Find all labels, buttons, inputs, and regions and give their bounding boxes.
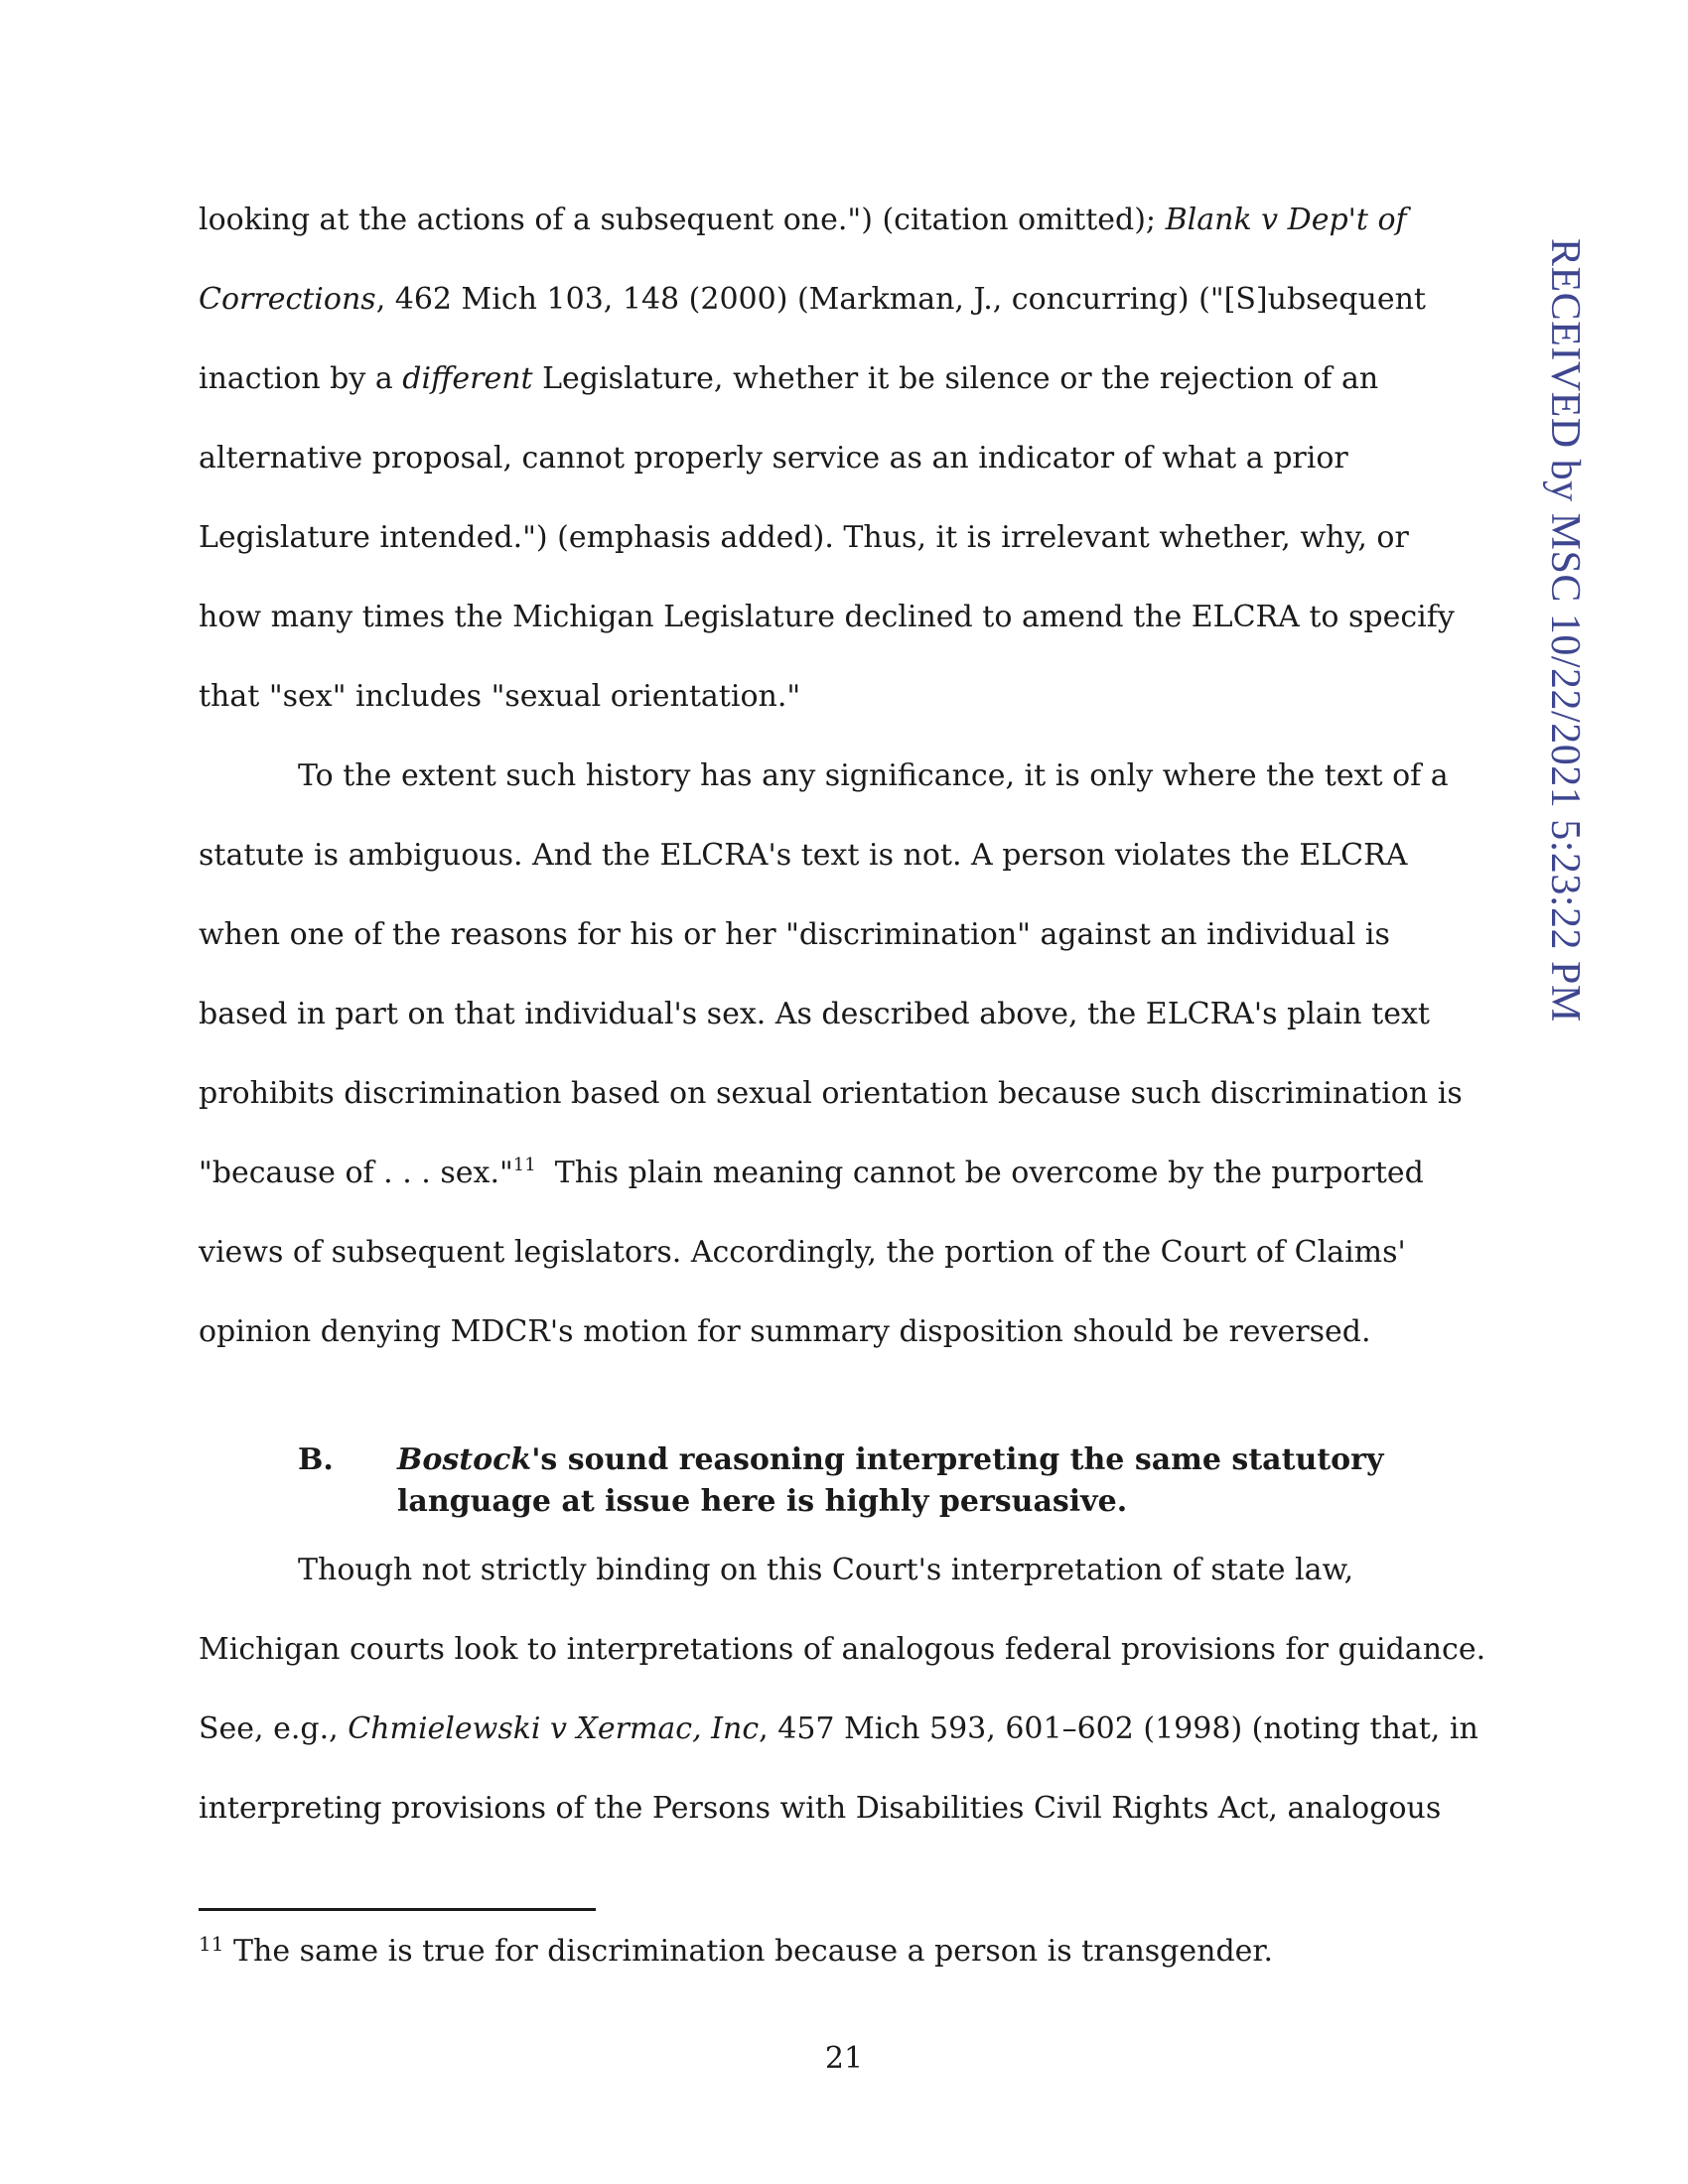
text-line: views of subsequent legislators. Accordingly, the portion of the Court of Claims' (199, 1235, 1406, 1270)
emphasis-word: different (402, 361, 533, 396)
heading-line: language at issue here is highly persuasive. (397, 1484, 1128, 1519)
text-line: based in part on that individual's sex. As described above, the ELCRA's plain text (199, 997, 1430, 1031)
text-line: when one of the reasons for his or her "discrimination" against an individual is (199, 917, 1390, 952)
footnote-number: 11 (199, 1932, 224, 1956)
paragraph-federal-guidance (199, 1531, 1489, 1848)
text-line: statute is ambiguous. And the ELCRA's text is not. A person violates the ELCRA (199, 838, 1408, 873)
text-line: interpreting provisions of the Persons with Disabilities Civil Rights Act, analogous (199, 1791, 1442, 1826)
text-line: that "sex" includes "sexual orientation." (199, 679, 801, 714)
heading-line: Bostock's sound reasoning interpreting the same statutory (397, 1442, 1384, 1477)
footnote-divider (199, 1908, 596, 1911)
text-line: Michigan courts look to interpretations of analogous federal provisions for guidance. (199, 1632, 1486, 1667)
case-name: Bostock (397, 1442, 532, 1477)
heading-text (397, 1439, 1440, 1523)
text-line: To the extent such history has any significance, it is only where the text of a (298, 758, 1449, 793)
footnote-reference[interactable]: 11 (512, 1155, 536, 1175)
text-line: how many times the Michigan Legislature declined to amend the ELCRA to specify (199, 600, 1455, 634)
text-line: opinion denying MDCR's motion for summary disposition should be reversed. (199, 1314, 1371, 1349)
text-line: Legislature intended.") (emphasis added). Thus, it is irrelevant whether, why, or (199, 520, 1409, 555)
footnote-text: The same is true for discrimination because a person is transgender. (223, 1934, 1273, 1969)
text-line: prohibits discrimination based on sexual orientation because such discrimination is (199, 1076, 1463, 1111)
footnote (199, 1924, 1489, 1972)
text-line: looking at the actions of a subsequent one.") (citation omitted); Blank v Dep't of (199, 203, 1407, 237)
text-line: inaction by a different Legislature, whether it be silence or the rejection of an (199, 361, 1379, 396)
text-line: alternative proposal, cannot properly service as an indicator of what a prior (199, 441, 1348, 476)
page-number: 21 (824, 2041, 864, 2076)
text-line: See, e.g., Chmielewski v Xermac, Inc, 457 Mich 593, 601–602 (1998) (noting that, in (199, 1711, 1478, 1746)
case-citation: Blank v Dep't of (1165, 203, 1407, 237)
text-line: "because of . . . sex."$^{11}$ This plain meaning cannot be overcome by the purported (199, 1155, 1424, 1190)
case-citation: Corrections (199, 282, 376, 317)
paragraph-elcra-text (199, 737, 1489, 1372)
paragraph-continuation (199, 181, 1489, 737)
heading-letter: B. (298, 1442, 334, 1477)
case-citation: Chmielewski v Xermac, Inc (348, 1711, 760, 1746)
text-line: Though not strictly binding on this Court's interpretation of state law, (298, 1553, 1354, 1587)
text-line: Corrections, 462 Mich 103, 148 (2000) (Markman, J., concurring) ("[S]ubsequent (199, 282, 1426, 317)
received-stamp: RECEIVED by MSC 10/22/2021 5:23:22 PM (1542, 238, 1588, 1023)
